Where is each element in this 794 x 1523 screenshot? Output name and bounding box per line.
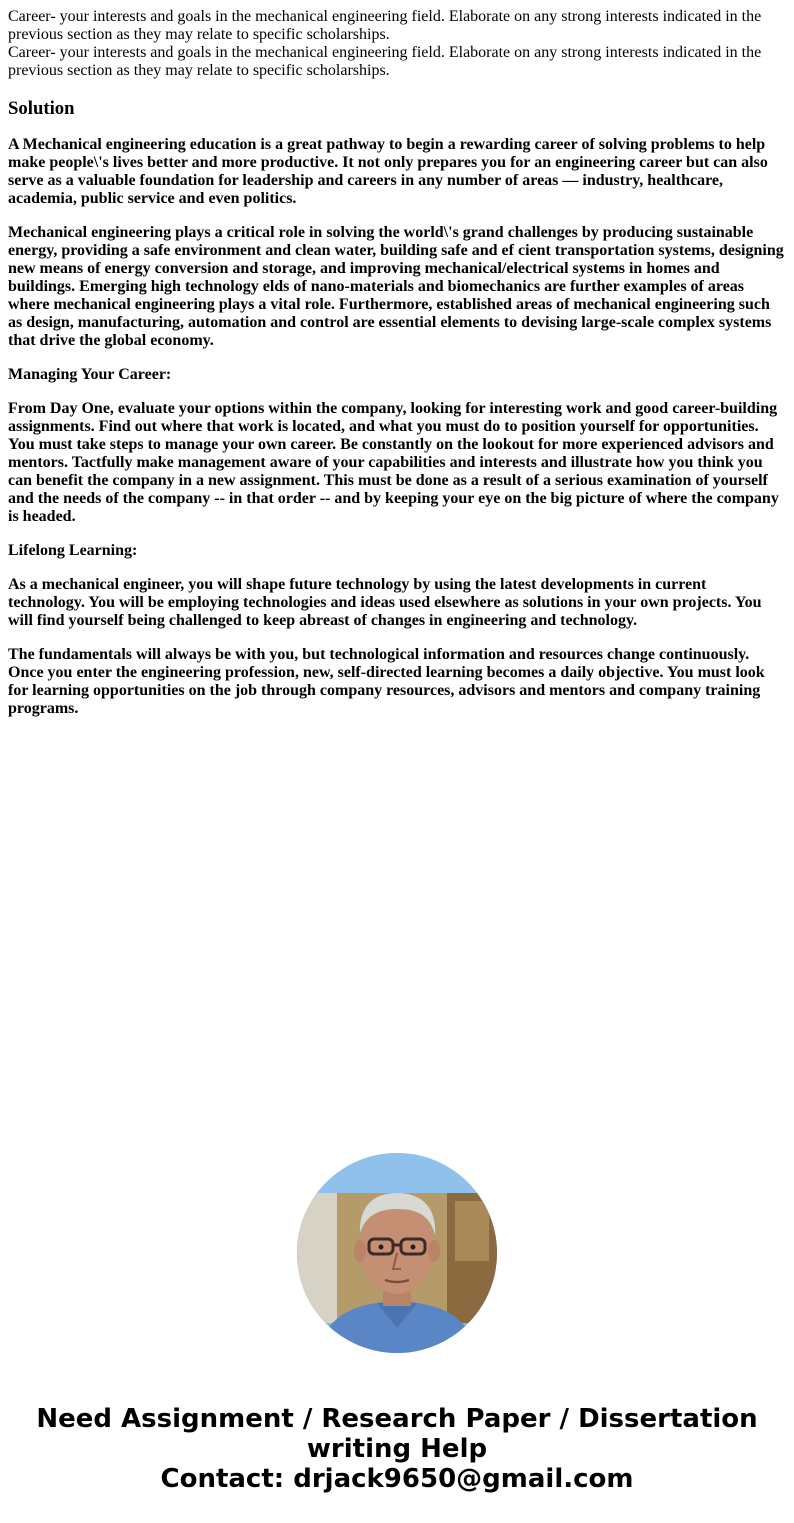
question-text-repeat: Career- your interests and goals in the mechanical engineering field. Elaborate on any strong interests indicated in the previous section as they may relate to specific scholarships. bbox=[8, 44, 762, 79]
promo-contact-email[interactable]: Contact: drjack9650@gmail.com bbox=[160, 1464, 634, 1494]
document-body bbox=[8, 8, 786, 718]
promo-banner bbox=[0, 1404, 794, 1494]
promo-headline: Need Assignment / Research Paper / Dissertation writing Help bbox=[36, 1404, 758, 1464]
solution-paragraph-lifelong: As a mechanical engineer, you will shape future technology by using the latest developments in current technology. You will be employing technologies and ideas used elsewhere as solutions in your own projects. You will find yourself being challenged to keep abreast of changes in engineering and technology. bbox=[8, 576, 762, 629]
author-avatar bbox=[297, 1153, 497, 1353]
solution-paragraph-role: Mechanical engineering plays a critical role in solving the world\'s grand challenges by producing sustainable energy, providing a safe environment and clean water, building safe and ef cient transportation systems, designing new means of energy conversion and storage, and improving mechanical/electrical systems in homes and buildings. Emerging high technology elds of nano-materials and biomechanics are further examples of areas where mechanical engineering plays a vital role. Furthermore, established areas of mechanical engineering such as design, manufacturing, automation and control are essential elements to devising large-scale complex systems that drive the global economy. bbox=[8, 224, 784, 349]
solution-heading: Solution bbox=[8, 98, 75, 119]
question-text: Career- your interests and goals in the mechanical engineering field. Elaborate on any strong interests indicated in the previous section as they may relate to specific scholarships. bbox=[8, 8, 762, 43]
solution-paragraph-managing: From Day One, evaluate your options within the company, looking for interesting work and good career-building assignments. Find out where that work is located, and what you must do to position yourself for opportunities. You must take steps to manage your own career. Be constantly on the lookout for more experienced advisors and mentors. Tactfully make management aware of your capabilities and interests and illustrate how you think you can benefit the company in a new assignment. This must be done as a result of a serious examination of yourself and the needs of the company -- in that order -- and by keeping your eye on the big picture of where the company is headed. bbox=[8, 400, 779, 525]
avatar-portrait-image bbox=[297, 1153, 497, 1353]
managing-career-heading: Managing Your Career: bbox=[8, 366, 172, 383]
solution-paragraph-intro: A Mechanical engineering education is a great pathway to begin a rewarding career of solving problems to help make people\'s lives better and more productive. It not only prepares you for an engineering career but can also serve as a valuable foundation for leadership and careers in any number of areas — industry, healthcare, academia, public service and even politics. bbox=[8, 136, 768, 207]
solution-paragraph-fundamentals: The fundamentals will always be with you, but technological information and resources change continuously. Once you enter the engineering profession, new, self-directed learning becomes a daily objective. You must look for learning opportunities on the job through company resources, advisors and mentors and company training programs. bbox=[8, 646, 765, 717]
lifelong-learning-heading: Lifelong Learning: bbox=[8, 542, 138, 559]
